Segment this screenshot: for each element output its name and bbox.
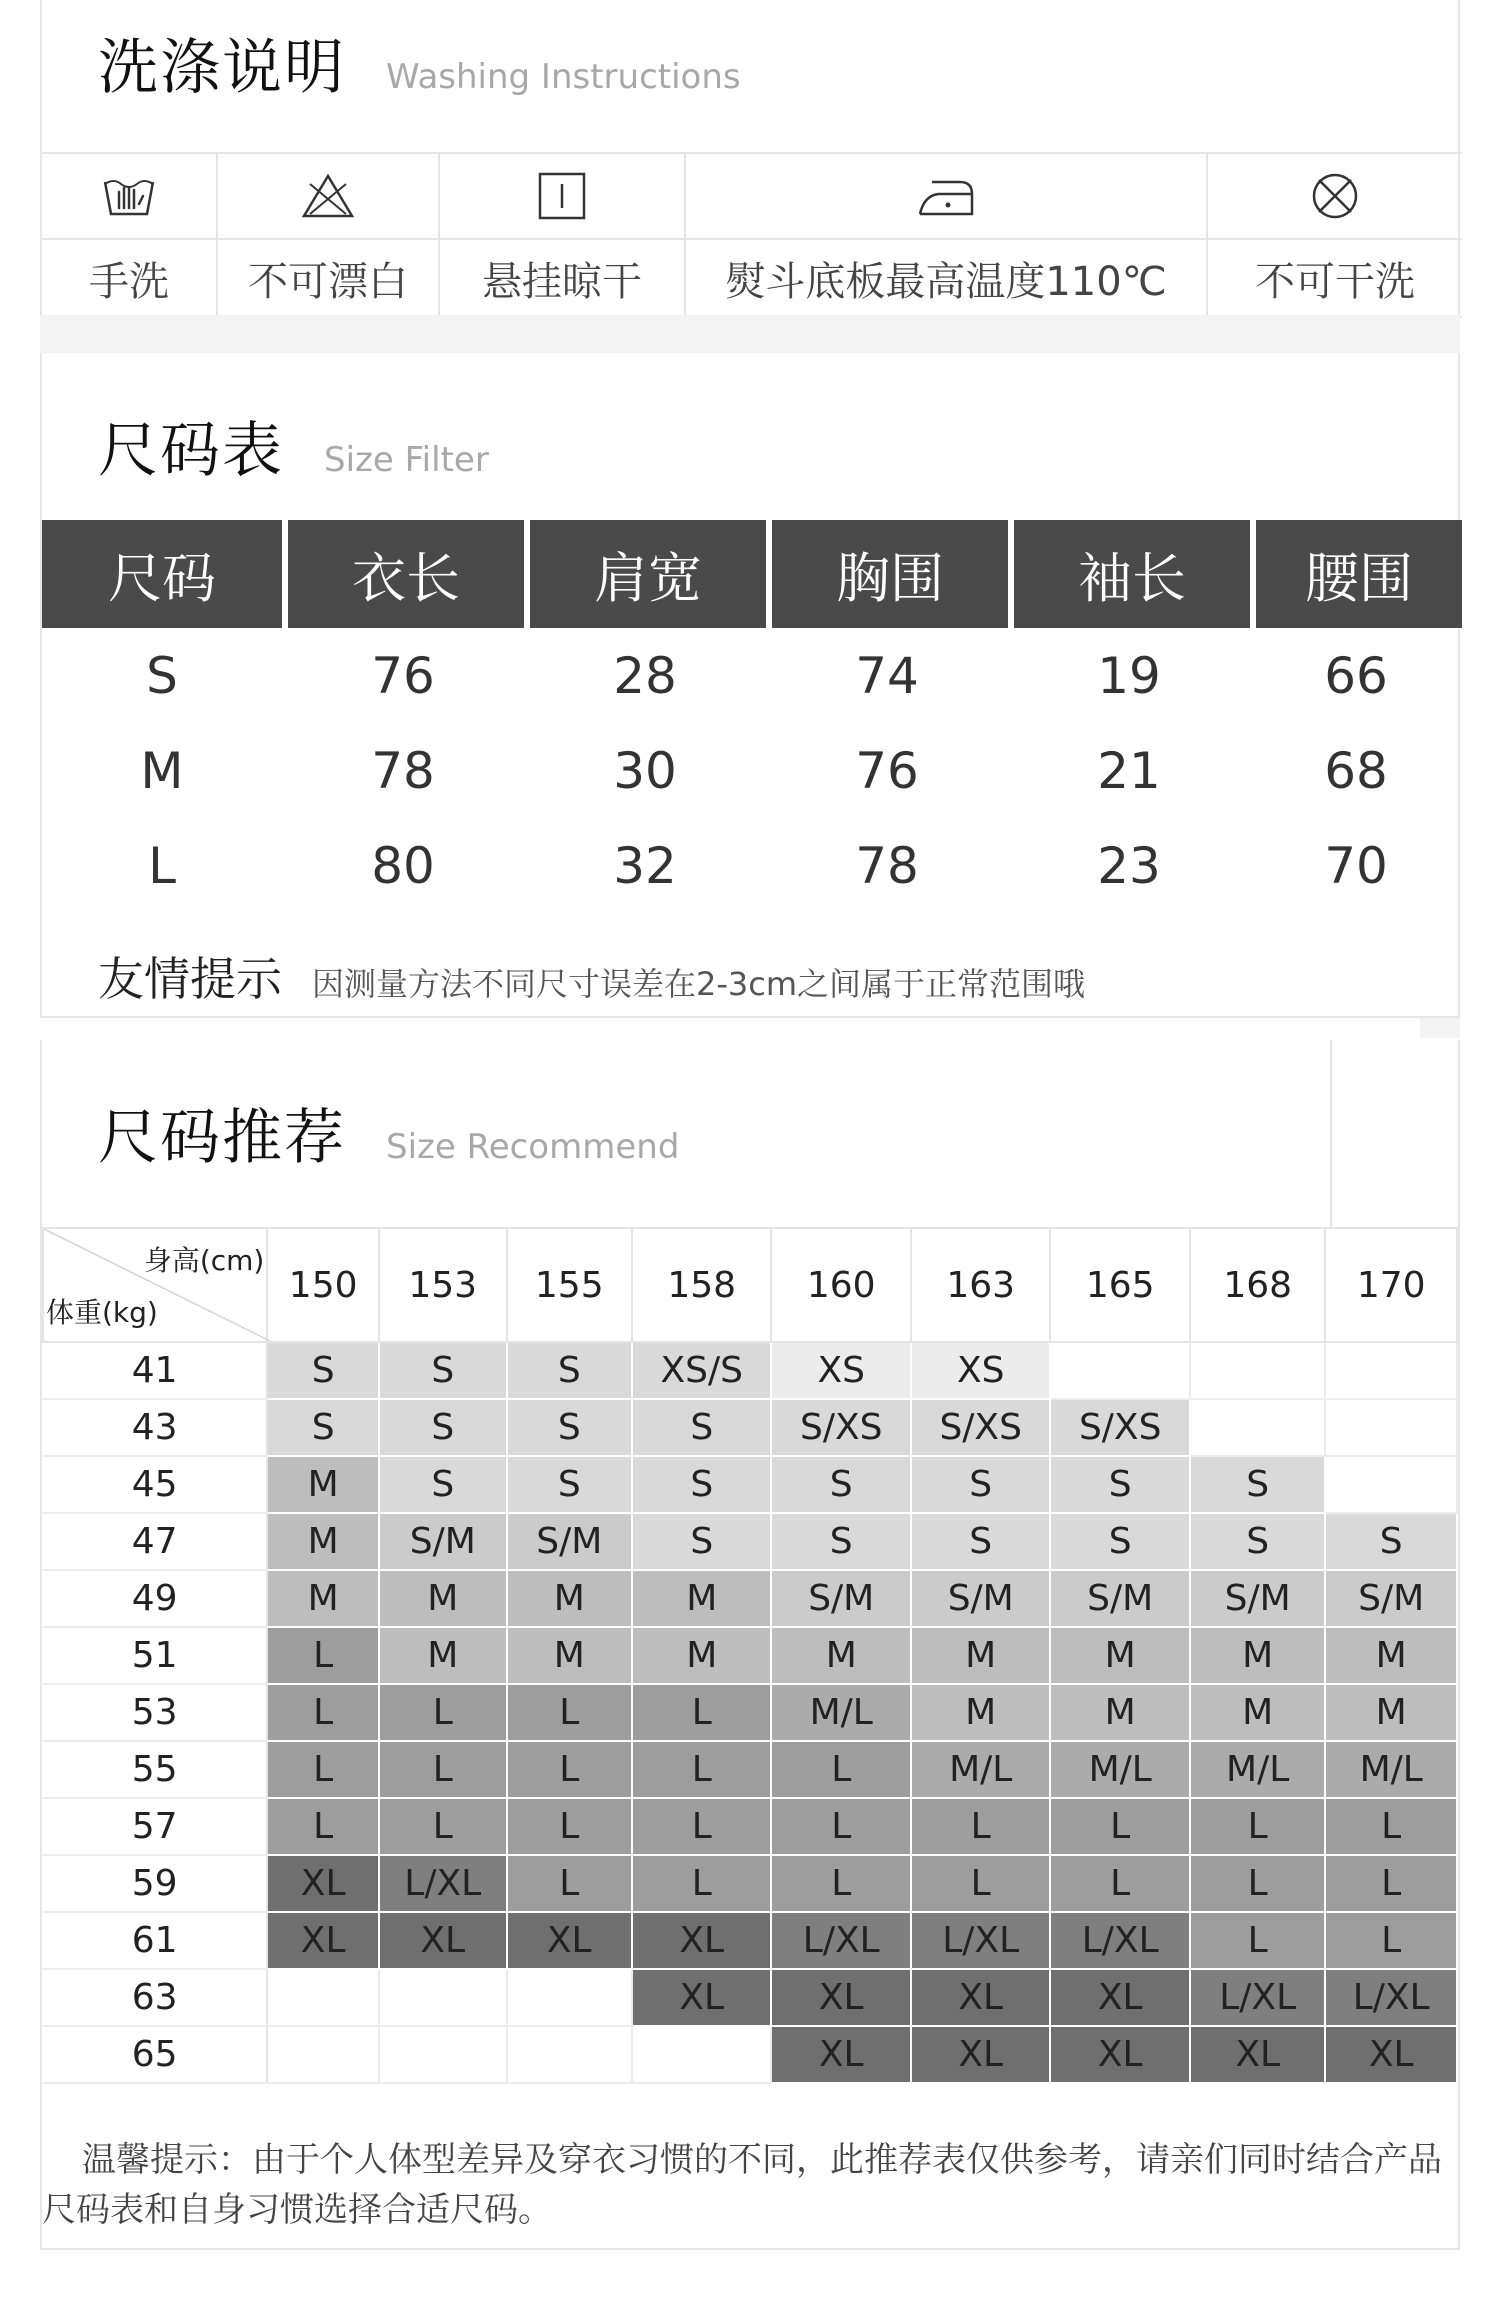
height-header-cell: 155 <box>507 1228 632 1342</box>
height-header-cell: 163 <box>911 1228 1050 1342</box>
size-table-cell: 78 <box>855 836 919 895</box>
recommend-size-cell: M <box>379 1627 507 1684</box>
recommend-size-cell: L <box>632 1855 771 1912</box>
size-col-header: 腰围 <box>1256 520 1462 628</box>
size-col-header: 胸围 <box>772 520 1008 628</box>
recommend-size-cell <box>632 2026 771 2083</box>
size-col-header: 尺码 <box>42 520 282 628</box>
recommend-size-cell <box>1050 1342 1189 1399</box>
recommend-size-cell: S <box>632 1513 771 1570</box>
recommend-size-cell: L <box>507 1684 632 1741</box>
recommend-size-cell: S <box>507 1456 632 1513</box>
iron-icon <box>686 154 1206 240</box>
recommend-size-cell: S/XS <box>771 1399 910 1456</box>
recommend-size-cell: L <box>1190 1912 1325 1969</box>
hand-wash-icon <box>42 154 216 240</box>
recommend-size-cell: S/M <box>507 1513 632 1570</box>
recommend-size-cell: S/XS <box>1050 1399 1189 1456</box>
recommend-size-cell: S <box>379 1342 507 1399</box>
recommend-size-cell: M <box>507 1570 632 1627</box>
recommend-size-cell <box>379 1969 507 2026</box>
recommend-size-cell: L <box>507 1798 632 1855</box>
recommend-size-cell: M <box>507 1627 632 1684</box>
weight-cell: 47 <box>43 1513 267 1570</box>
recommend-size-cell: S/M <box>379 1513 507 1570</box>
recommend-size-cell: XL <box>771 1969 910 2026</box>
recommend-size-cell: S <box>507 1342 632 1399</box>
recommend-size-cell: XL <box>507 1912 632 1969</box>
recommend-size-cell: M/L <box>1190 1741 1325 1798</box>
recommend-size-cell: XS/S <box>632 1342 771 1399</box>
recommend-size-cell: L <box>911 1798 1050 1855</box>
wash-label-no-bleach: 不可漂白 <box>248 258 408 305</box>
size-recommend-table <box>42 1227 1458 2084</box>
size-filter-section <box>40 353 1460 1018</box>
size-col-header: 袖长 <box>1014 520 1250 628</box>
size-col-header: 衣长 <box>288 520 524 628</box>
wash-item-iron <box>686 154 1208 316</box>
recommend-size-cell: L <box>771 1855 910 1912</box>
height-header-cell: 168 <box>1190 1228 1325 1342</box>
recommend-size-cell: L <box>1050 1855 1189 1912</box>
recommend-size-cell: XL <box>911 2026 1050 2083</box>
wash-item-hand-wash <box>42 154 218 316</box>
recommend-size-cell <box>1325 1399 1457 1456</box>
recommend-row <box>43 1570 1457 1627</box>
weight-axis-label: 体重(kg) <box>46 1296 158 1329</box>
wash-label-hang-dry: 悬挂晾干 <box>482 258 642 305</box>
size-table-cell: 28 <box>613 646 677 705</box>
washing-header <box>98 20 741 106</box>
size-table-cell: 76 <box>855 741 919 800</box>
recommend-row <box>43 1684 1457 1741</box>
washing-section <box>40 0 1460 355</box>
recommend-size-cell: L <box>1325 1798 1457 1855</box>
size-table-cell: 19 <box>1097 646 1161 705</box>
recommend-size-cell: M <box>267 1513 379 1570</box>
recommend-size-cell: M <box>1050 1684 1189 1741</box>
recommend-size-cell: XL <box>1050 2026 1189 2083</box>
size-filter-subtitle: Size Filter <box>324 440 489 480</box>
recommend-size-cell: S <box>632 1456 771 1513</box>
recommend-row <box>43 1627 1457 1684</box>
size-table-row <box>42 818 1462 913</box>
washing-title: 洗涤说明 <box>98 33 346 103</box>
recommend-size-cell <box>507 1969 632 2026</box>
recommend-size-cell: S/M <box>1050 1570 1189 1627</box>
recommend-size-cell: L <box>1190 1798 1325 1855</box>
recommend-row <box>43 1912 1457 1969</box>
recommend-size-cell: M <box>267 1456 379 1513</box>
size-tip <box>98 943 1085 1009</box>
size-table-cell: 80 <box>371 836 435 895</box>
recommend-size-cell: XL <box>632 1969 771 2026</box>
recommend-size-cell: S <box>507 1399 632 1456</box>
recommend-size-cell: M/L <box>771 1684 910 1741</box>
recommend-size-cell: M <box>1050 1627 1189 1684</box>
size-table-cell: 76 <box>371 646 435 705</box>
size-recommend-section <box>40 1040 1460 2250</box>
washing-subtitle: Washing Instructions <box>386 57 741 97</box>
recommend-size-cell: M <box>632 1627 771 1684</box>
recommend-size-cell: M <box>911 1684 1050 1741</box>
weight-cell: 51 <box>43 1627 267 1684</box>
recommend-row <box>43 1513 1457 1570</box>
weight-cell: 57 <box>43 1798 267 1855</box>
recommend-size-cell: L <box>771 1741 910 1798</box>
recommend-size-cell: L <box>1325 1855 1457 1912</box>
size-col-header: 肩宽 <box>530 520 766 628</box>
size-recommend-header <box>98 1090 679 1176</box>
hang-dry-icon <box>440 154 684 240</box>
recommend-size-cell: L <box>379 1798 507 1855</box>
height-header-cell: 150 <box>267 1228 379 1342</box>
recommend-size-cell: L <box>632 1798 771 1855</box>
weight-cell: 59 <box>43 1855 267 1912</box>
size-table-cell: 23 <box>1097 836 1161 895</box>
size-table-row <box>42 628 1462 723</box>
weight-cell: 45 <box>43 1456 267 1513</box>
recommend-size-cell: S <box>911 1513 1050 1570</box>
recommend-size-cell: L <box>507 1855 632 1912</box>
size-recommend-header-box <box>42 1040 1332 1227</box>
recommend-row <box>43 1855 1457 1912</box>
recommend-size-cell: XL <box>267 1855 379 1912</box>
size-table-cell: 21 <box>1097 741 1161 800</box>
height-header-cell: 165 <box>1050 1228 1189 1342</box>
wash-label-iron: 熨斗底板最高温度110℃ <box>725 258 1167 305</box>
section-divider <box>1420 1018 1460 1038</box>
recommend-size-cell: XL <box>911 1969 1050 2026</box>
weight-cell: 61 <box>43 1912 267 1969</box>
recommend-size-cell: S <box>379 1456 507 1513</box>
recommend-size-cell: L <box>1325 1912 1457 1969</box>
recommend-size-cell: XL <box>267 1912 379 1969</box>
recommend-size-cell: M <box>379 1570 507 1627</box>
recommend-size-cell: L <box>379 1741 507 1798</box>
recommend-row <box>43 1798 1457 1855</box>
recommend-size-cell <box>1325 1342 1457 1399</box>
size-tip-title: 友情提示 <box>98 952 282 1006</box>
recommend-size-cell: M <box>911 1627 1050 1684</box>
wash-item-no-dry-clean <box>1208 154 1462 316</box>
recommend-size-cell: S <box>771 1456 910 1513</box>
recommend-size-cell <box>379 2026 507 2083</box>
recommend-corner-cell <box>43 1228 267 1342</box>
recommend-size-cell: S <box>1050 1456 1189 1513</box>
recommend-size-cell: L <box>267 1741 379 1798</box>
recommend-size-cell <box>1190 1399 1325 1456</box>
height-header-cell: 160 <box>771 1228 910 1342</box>
washing-symbols-grid <box>42 152 1462 318</box>
recommend-row <box>43 1399 1457 1456</box>
recommend-size-cell: S/M <box>771 1570 910 1627</box>
recommend-size-cell: M <box>267 1570 379 1627</box>
weight-cell: 43 <box>43 1399 267 1456</box>
recommend-size-cell: S/M <box>1190 1570 1325 1627</box>
size-recommend-note: 温馨提示：由于个人体型差异及穿衣习惯的不同，此推荐表仅供参考，请亲们同时结合产品尺码表和自身习惯选择合适尺码。 <box>42 2140 1442 2230</box>
recommend-size-cell: M <box>1325 1684 1457 1741</box>
size-recommend-subtitle: Size Recommend <box>386 1127 680 1167</box>
size-table-cell: 32 <box>613 836 677 895</box>
recommend-size-cell: L <box>507 1741 632 1798</box>
recommend-size-cell <box>267 1969 379 2026</box>
recommend-size-cell: L <box>379 1684 507 1741</box>
recommend-size-cell: S <box>911 1456 1050 1513</box>
recommend-size-cell: M/L <box>911 1741 1050 1798</box>
recommend-size-cell: S <box>1325 1513 1457 1570</box>
wash-item-no-bleach <box>218 154 440 316</box>
recommend-size-cell: L/XL <box>1050 1912 1189 1969</box>
wash-item-hang-dry <box>440 154 686 316</box>
recommend-size-cell: M <box>1325 1627 1457 1684</box>
recommend-row <box>43 1342 1457 1399</box>
recommend-size-cell: L/XL <box>379 1855 507 1912</box>
recommend-size-cell: XL <box>1325 2026 1457 2083</box>
weight-cell: 41 <box>43 1342 267 1399</box>
recommend-size-cell: S/XS <box>911 1399 1050 1456</box>
recommend-size-cell: L <box>771 1798 910 1855</box>
recommend-size-cell <box>1190 1342 1325 1399</box>
weight-cell: 65 <box>43 2026 267 2083</box>
weight-cell: 53 <box>43 1684 267 1741</box>
size-table-cell: M <box>140 741 184 800</box>
size-filter-header <box>98 403 489 489</box>
recommend-size-cell: XS <box>911 1342 1050 1399</box>
size-table-cell: 70 <box>1324 836 1388 895</box>
recommend-size-cell: XL <box>379 1912 507 1969</box>
recommend-row <box>43 1969 1457 2026</box>
recommend-size-cell: S <box>267 1342 379 1399</box>
recommend-size-cell: M <box>1190 1627 1325 1684</box>
recommend-row <box>43 1741 1457 1798</box>
recommend-size-cell: M/L <box>1050 1741 1189 1798</box>
recommend-size-cell: XL <box>1050 1969 1189 2026</box>
recommend-size-cell: M <box>771 1627 910 1684</box>
recommend-size-cell: L <box>911 1855 1050 1912</box>
recommend-size-cell: L/XL <box>911 1912 1050 1969</box>
recommend-size-cell: L/XL <box>1325 1969 1457 2026</box>
recommend-size-cell: L <box>1190 1855 1325 1912</box>
recommend-size-cell: S/M <box>911 1570 1050 1627</box>
no-bleach-icon <box>218 154 438 240</box>
size-table-body <box>42 628 1462 913</box>
recommend-size-cell: XL <box>632 1912 771 1969</box>
recommend-row <box>43 1456 1457 1513</box>
size-tip-text: 因测量方法不同尺寸误差在2-3cm之间属于正常范围哦 <box>312 965 1086 1003</box>
recommend-size-cell <box>267 2026 379 2083</box>
recommend-size-cell: S <box>1190 1456 1325 1513</box>
recommend-size-cell <box>1325 1456 1457 1513</box>
recommend-size-cell: L <box>632 1684 771 1741</box>
recommend-size-cell: L/XL <box>1190 1969 1325 2026</box>
size-table-row <box>42 723 1462 818</box>
recommend-size-cell: L/XL <box>771 1912 910 1969</box>
recommend-row <box>43 2026 1457 2083</box>
weight-cell: 63 <box>43 1969 267 2026</box>
size-table-cell: 68 <box>1324 741 1388 800</box>
recommend-header-row <box>43 1228 1457 1342</box>
wash-label-hand-wash: 手洗 <box>89 258 169 305</box>
height-header-cell: 153 <box>379 1228 507 1342</box>
size-table-cell: 74 <box>855 646 919 705</box>
size-table-cell: S <box>146 646 178 705</box>
recommend-size-cell: S <box>379 1399 507 1456</box>
size-table-cell: 66 <box>1324 646 1388 705</box>
recommend-size-cell: S <box>267 1399 379 1456</box>
height-axis-label: 身高(cm) <box>143 1244 265 1277</box>
recommend-size-cell: S <box>771 1513 910 1570</box>
recommend-size-cell: L <box>632 1741 771 1798</box>
size-table-cell: 30 <box>613 741 677 800</box>
size-table-cell: L <box>148 836 176 895</box>
recommend-size-cell: S <box>1050 1513 1189 1570</box>
recommend-size-cell: L <box>1050 1798 1189 1855</box>
no-dry-clean-icon <box>1208 154 1462 240</box>
recommend-size-cell: XL <box>1190 2026 1325 2083</box>
size-recommend-title: 尺码推荐 <box>98 1103 346 1173</box>
weight-cell: 49 <box>43 1570 267 1627</box>
height-header-cell: 170 <box>1325 1228 1457 1342</box>
size-filter-title: 尺码表 <box>98 416 284 486</box>
recommend-size-cell: XS <box>771 1342 910 1399</box>
recommend-size-cell <box>507 2026 632 2083</box>
recommend-size-cell: L <box>267 1684 379 1741</box>
recommend-size-cell: S <box>632 1399 771 1456</box>
recommend-size-cell: XL <box>771 2026 910 2083</box>
recommend-size-cell: S/M <box>1325 1570 1457 1627</box>
recommend-size-cell: M/L <box>1325 1741 1457 1798</box>
recommend-size-cell: L <box>267 1798 379 1855</box>
height-header-cell: 158 <box>632 1228 771 1342</box>
recommend-size-cell: L <box>267 1627 379 1684</box>
wash-label-no-dry-clean: 不可干洗 <box>1255 258 1415 305</box>
weight-cell: 55 <box>43 1741 267 1798</box>
size-table-header <box>42 520 1462 628</box>
recommend-size-cell: S <box>1190 1513 1325 1570</box>
recommend-size-cell: M <box>1190 1684 1325 1741</box>
size-table-cell: 78 <box>371 741 435 800</box>
recommend-size-cell: M <box>632 1570 771 1627</box>
section-divider <box>40 315 1460 353</box>
